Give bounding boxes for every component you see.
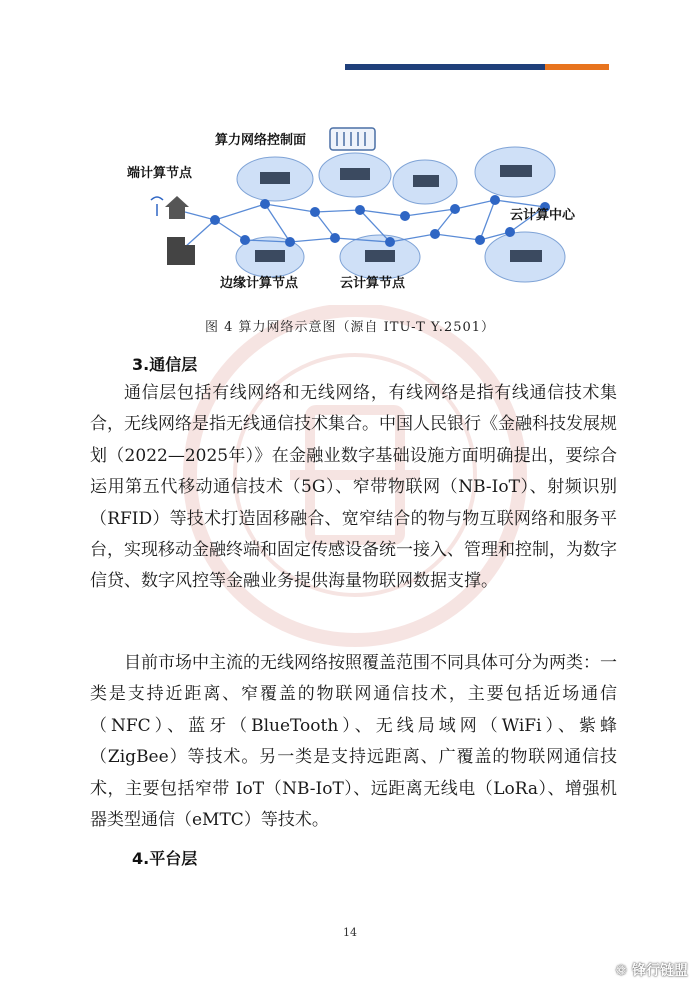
- figure-caption: 图 4 算力网络示意图（源自 ITU-T Y.2501）: [204, 320, 496, 335]
- section-3-paragraph-2: 目前市场中主流的无线网络按照覆盖范围不同具体可分为两类：一类是支持近距离、窄覆盖的物联网通信技术，主要包括近场通信（NFC）、蓝牙（BlueTooth）、无线局域网（WiFi）、紫蜂（ZigBee）等技术。另一类是支持远距离、广覆盖的物联网通信技术，主要包括窄带 IoT（NB-IoT）、远距离无线电（LoRa）、增强机器类型通信（eMTC）等技术。: [90, 653, 617, 831]
- page-number: 14: [343, 926, 357, 939]
- cloud-center-label: 云计算中心: [510, 208, 576, 223]
- compute-network-figure: [115, 112, 610, 305]
- header-bar-orange: [545, 64, 609, 70]
- logo-icon: ❁: [615, 963, 628, 979]
- header-bar-blue: [345, 64, 545, 70]
- control-plane-label: 算力网络控制面: [215, 133, 307, 148]
- edge-node-label: 边缘计算节点: [220, 276, 299, 291]
- control-panel-icon: [330, 128, 375, 150]
- end-node-label: 端计算节点: [127, 166, 193, 181]
- section-4-heading: 4.平台层: [132, 849, 198, 868]
- cloud-node-label: 云计算节点: [340, 276, 406, 291]
- source-logo: [615, 960, 688, 980]
- section-3-heading: 3.通信层: [132, 355, 198, 374]
- logo-text: 锋行链盟: [632, 963, 688, 979]
- section-3-paragraph-1: 通信层包括有线网络和无线网络，有线网络是指有线通信技术集合，无线网络是指无线通信技术集合。中国人民银行《金融科技发展规划（2022—2025年）》在金融业数字基础设施方面明确提出，要综合运用第五代移动通信技术（5G）、窄带物联网（NB-IoT）、射频识别（RFID）等技术打造固移融合、宽窄结合的物与物互联网络和服务平台，实现移动金融终端和固定传感设备统一接入、管理和控制，为数字信贷、数字风控等金融业务提供海量物联网数据支撑。: [90, 383, 617, 592]
